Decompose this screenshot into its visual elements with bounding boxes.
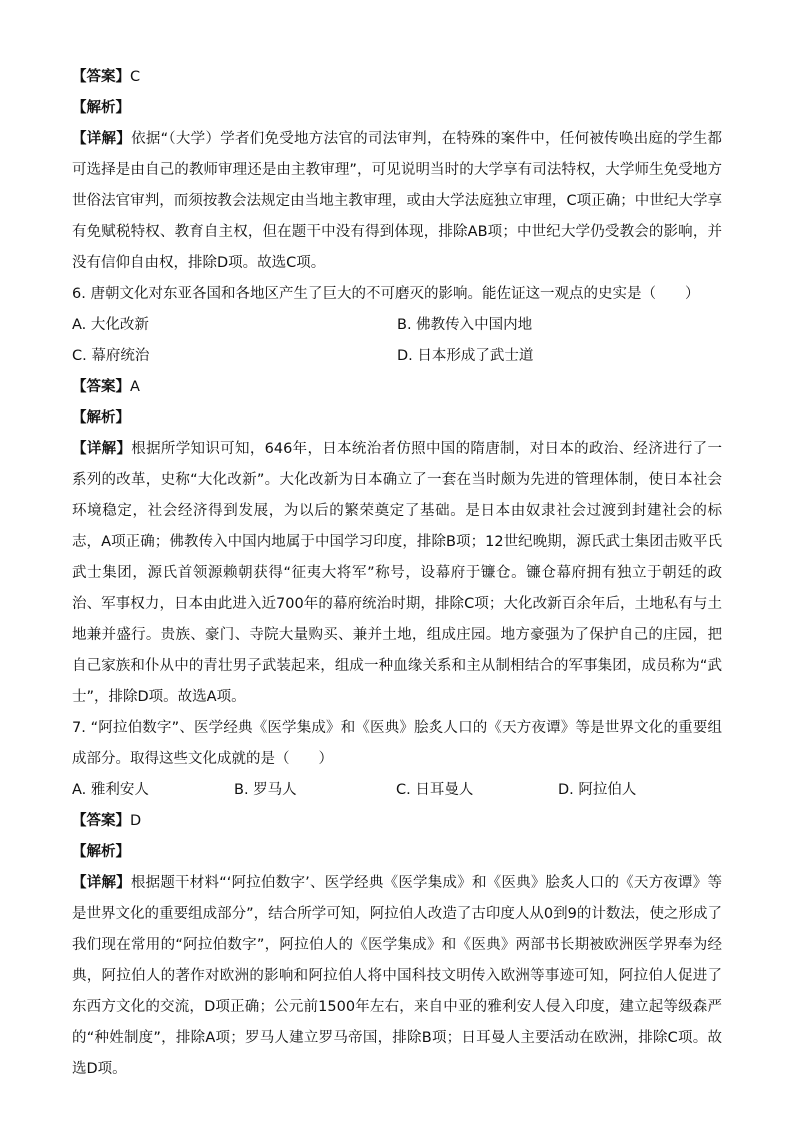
analysis-label: 【解析】 — [72, 410, 130, 426]
option-b: B. 罗马人 — [234, 782, 297, 798]
question-stem: 6. 唐朝文化对东亚各国和各地区产生了巨大的不可磨灭的影响。能佐证这一观点的史实是（ ） — [72, 286, 700, 302]
answer-value: A — [130, 379, 140, 395]
detail-text: 根据题干材料“‘阿拉伯数字’、医学经典《医学集成》和《医典》脍炙人口的《天方夜谭》等是世界文化的重要组成部分”，结合所学可知，阿拉伯人改造了古印度人从0到9的计数法，使之形成了我们现在常用的“阿拉伯数字”，阿拉伯人的《医学集成》和《医典》两部书长期被欧洲医学界奉为经典，阿拉伯人的著作对欧洲的影响和阿拉伯人将中国科技文明传入欧洲等事迹可知，阿拉伯人促进了东西方文化的交流，D项正确；公元前1500年左右，来自中亚的雅利安人侵入印度，建立起等级森严的“种姓制度”，排除A项；罗马人建立罗马帝国，排除B项；日耳曼人主要活动在欧洲，排除C项。故选D项。 — [72, 875, 722, 1077]
answer-label: 【答案】 — [72, 69, 130, 85]
analysis-label: 【解析】 — [72, 844, 130, 860]
document-page — [72, 62, 722, 1085]
option-c: C. 日耳曼人 — [396, 782, 474, 798]
answer-label: 【答案】 — [72, 813, 130, 829]
detail-label: 【详解】 — [72, 131, 132, 147]
detail-label: 【详解】 — [72, 875, 131, 891]
option-d: D. 阿拉伯人 — [558, 782, 637, 798]
detail-text: 根据所学知识可知，646年，日本统治者仿照中国的隋唐制，对日本的政治、经济进行了一系列的改革，史称“大化改新”。大化改新为日本确立了一套在当时颇为先进的管理体制，使日本社会环境稳定，社会经济得到发展，为以后的繁荣奠定了基础。是日本由奴隶社会过渡到封建社会的标志，A项正确；佛教传入中国内地属于中国学习印度，排除B项；12世纪晚期，源氏武士集团击败平氏武士集团，源氏首领源赖朝获得“征夷大将军”称号，设幕府于镰仓。镰仓幕府拥有独立于朝廷的政治、军事权力，日本由此进入近700年的幕府统治时期，排除C项；大化改新百余年后，土地私有与土地兼并盛行。贵族、豪门、寺院大量购买、兼并土地，组成庄园。地方豪强为了保护自己的庄园，把自己家族和仆从中的青壮男子武装起来，组成一种血缘关系和主从制相结合的军事集团，成员称为“武士”，排除D项。故选A项。 — [72, 441, 722, 705]
option-d: D. 日本形成了武士道 — [397, 348, 534, 364]
detail-text: 依据“（大学）学者们免受地方法官的司法审判，在特殊的案件中，任何被传唤出庭的学生都可选择是由自己的教师审理还是由主教审理”，可见说明当时的大学享有司法特权，大学师生免受地方世俗法官审判，而须按教会法规定由当地主教审理，或由大学法庭独立审理，C项正确；中世纪大学享有免赋税特权、教育自主权，但在题干中没有得到体现，排除AB项；中世纪大学仍受教会的影响，并没有信仰自由权，排除D项。故选C项。 — [72, 131, 723, 271]
detail-paragraph — [72, 434, 722, 713]
option-a: A. 雅利安人 — [72, 782, 149, 798]
analysis-line — [72, 837, 722, 868]
options-row — [72, 341, 722, 372]
answer-line — [72, 62, 722, 93]
answer-line — [72, 806, 722, 837]
option-b: B. 佛教传入中国内地 — [397, 317, 533, 333]
analysis-label: 【解析】 — [72, 100, 130, 116]
detail-paragraph — [72, 124, 722, 279]
question-stem: 7. “阿拉伯数字”、医学经典《医学集成》和《医典》脍炙人口的《天方夜谭》等是世界文化的重要组成部分。取得这些文化成就的是（ ） — [72, 720, 722, 767]
analysis-line — [72, 403, 722, 434]
detail-label: 【详解】 — [72, 441, 132, 457]
analysis-line — [72, 93, 722, 124]
detail-paragraph — [72, 868, 722, 1085]
options-row — [72, 775, 722, 806]
answer-value: D — [130, 813, 142, 829]
option-c: C. 幕府统治 — [72, 348, 150, 364]
option-a: A. 大化改新 — [72, 317, 149, 333]
answer-line — [72, 372, 722, 403]
answer-value: C — [130, 69, 141, 85]
answer-label: 【答案】 — [72, 379, 130, 395]
options-row — [72, 310, 722, 341]
